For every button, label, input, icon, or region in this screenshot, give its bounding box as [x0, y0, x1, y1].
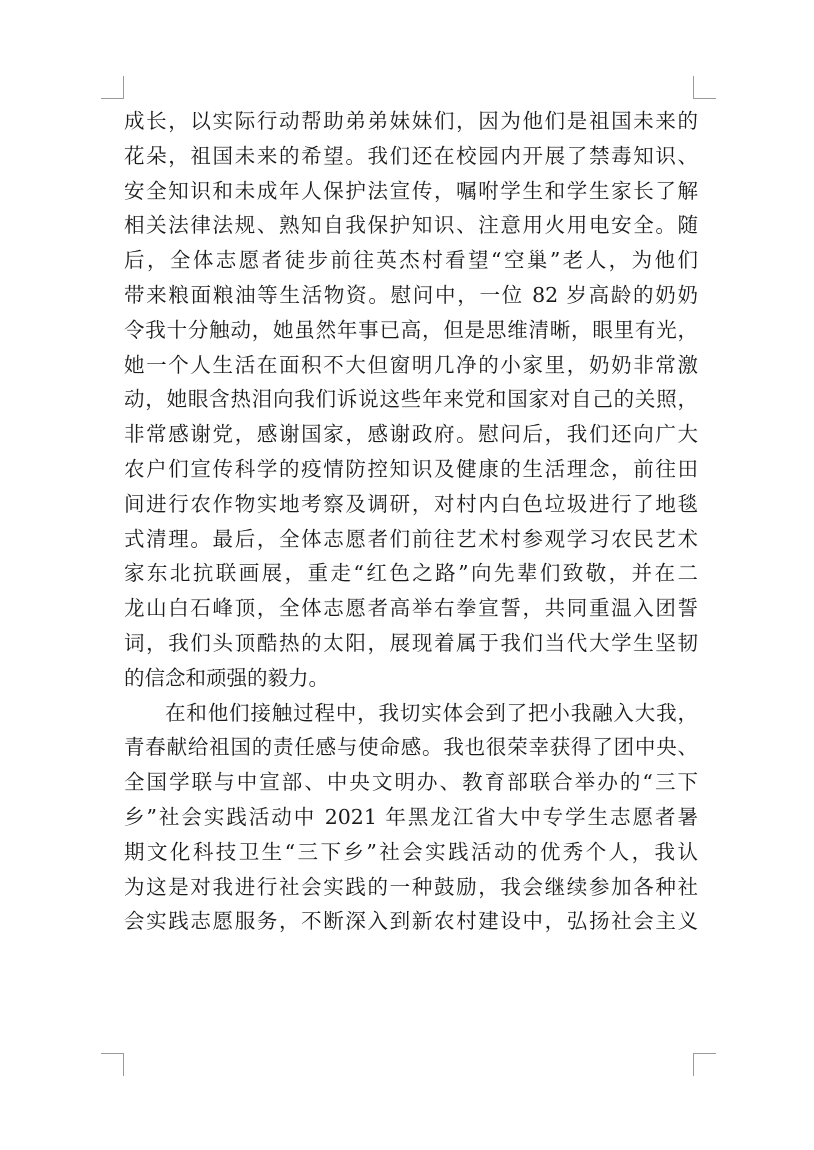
text-line: 动，她眼含热泪向我们诉说这些年来党和国家对自己的关照， — [124, 387, 698, 412]
text-line: 家东北抗联画展，重走“红色之路”向先辈们致敬，并在二 — [124, 561, 698, 586]
text-line: 花朵，祖国未来的希望。我们还在校园内开展了禁毒知识、 — [124, 143, 698, 168]
text-line: 为这是对我进行社会实践的一种鼓励，我会继续参加各种社 — [124, 874, 698, 899]
text-line: 在和他们接触过程中，我切实体会到了把小我融入大我， — [165, 700, 698, 725]
text-line: 农户们宣传科学的疫情防控知识及健康的生活理念，前往田 — [124, 456, 698, 481]
text-line: 她一个人生活在面积不大但窗明几净的小家里，奶奶非常激 — [124, 352, 698, 377]
text-line: 安全知识和未成年人保护法宣传，嘱咐学生和学生家长了解 — [124, 178, 698, 203]
margin-corner-mark-top-right — [693, 76, 716, 99]
text-line: 词，我们头顶酷热的太阳，展现着属于我们当代大学生坚韧 — [124, 630, 698, 655]
text-line: 会实践志愿服务，不断深入到新农村建设中，弘扬社会主义 — [124, 909, 698, 934]
text-line: 后，全体志愿者徒步前往英杰村看望“空巢”老人，为他们 — [124, 248, 698, 273]
document-body — [124, 104, 698, 939]
text-line: 间进行农作物实地考察及调研，对村内白色垃圾进行了地毯 — [124, 491, 698, 516]
margin-corner-mark-bottom-left — [101, 1053, 124, 1076]
margin-corner-mark-bottom-right — [693, 1053, 716, 1076]
text-line: 全国学联与中宣部、中央文明办、教育部联合举办的“三下 — [124, 770, 698, 795]
text-line: 相关法律法规、熟知自我保护知识、注意用火用电安全。随 — [124, 213, 698, 238]
text-line: 龙山白石峰顶，全体志愿者高举右拳宣誓，共同重温入团誓 — [124, 596, 698, 621]
text-line: 带来粮面粮油等生活物资。慰问中，一位 82 岁高龄的奶奶 — [124, 282, 698, 307]
text-line: 成长，以实际行动帮助弟弟妹妹们，因为他们是祖国未来的 — [124, 109, 698, 133]
text-line: 期文化科技卫生“三下乡”社会实践活动的优秀个人，我认 — [124, 839, 698, 864]
text-line: 式清理。最后，全体志愿者们前往艺术村参观学习农民艺术 — [124, 526, 698, 551]
text-line: 非常感谢党，感谢国家，感谢政府。慰问后，我们还向广大 — [124, 422, 698, 447]
text-line: 的信念和顽强的毅力。 — [124, 665, 329, 690]
text-line: 乡”社会实践活动中 2021 年黑龙江省大中专学生志愿者暑 — [124, 804, 698, 829]
margin-corner-mark-top-left — [101, 76, 124, 99]
text-line: 青春献给祖国的责任感与使命感。我也很荣幸获得了团中央、 — [124, 735, 698, 760]
text-line: 令我十分触动，她虽然年事已高，但是思维清晰，眼里有光， — [124, 317, 698, 342]
